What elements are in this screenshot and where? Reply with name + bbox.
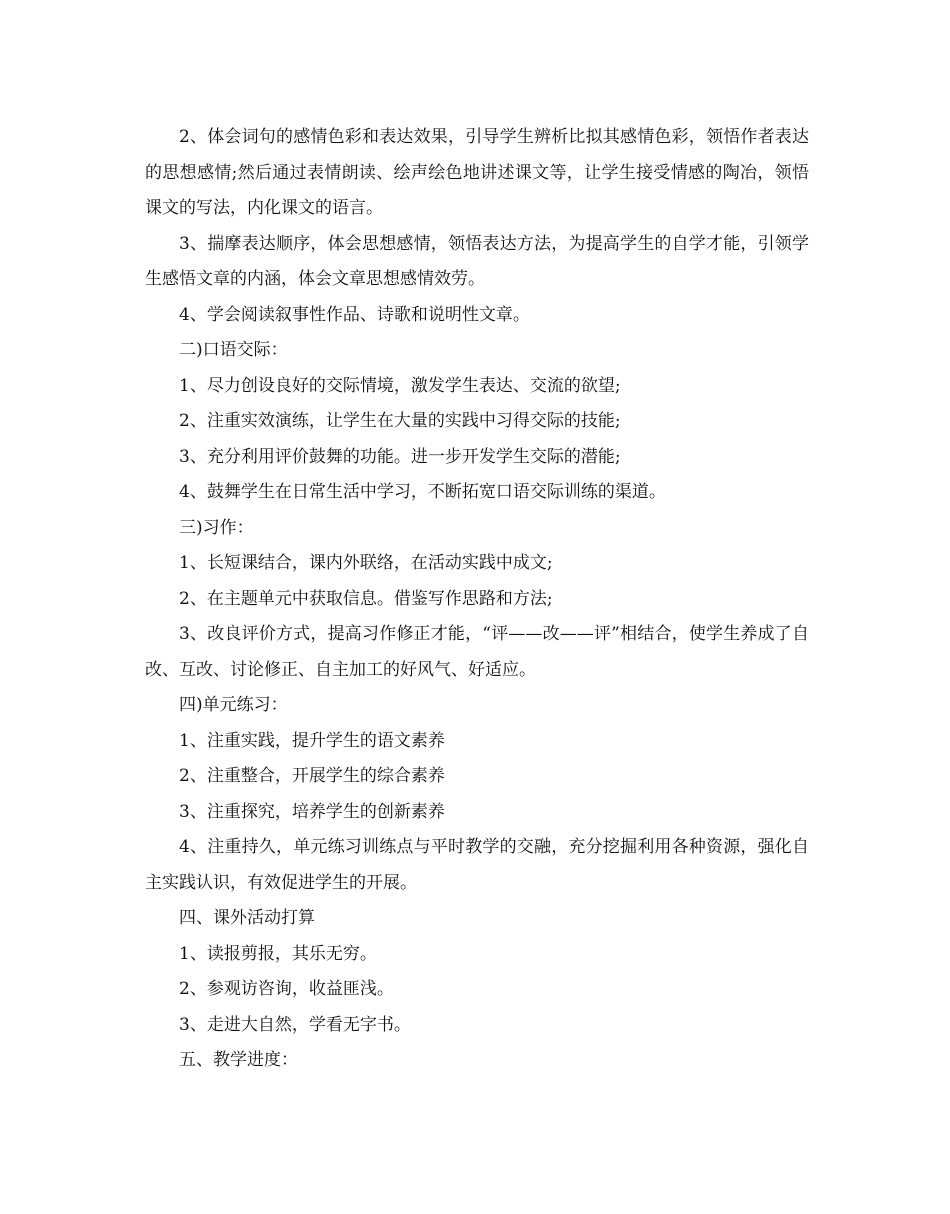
section-heading-extracurricular: 四、课外活动打算	[179, 908, 315, 928]
section-heading-teaching-progress: 五、教学进度：	[179, 1050, 298, 1070]
paragraph-21: 3、走进大自然，学看无字书。	[179, 1014, 411, 1035]
paragraph-7: 3、充分利用评价鼓舞的功能。进一步开发学生交际的潜能;	[179, 446, 621, 467]
paragraph-2: 3、揣摩表达顺序，体会思想感情，领悟表达方法，为提高学生的自学才能，引领学生感悟文章的内涵，体会文章思想感情效劳。	[145, 233, 809, 289]
paragraph-20: 2、参观访咨询，收益匪浅。	[179, 979, 394, 999]
paragraph-11: 2、在主题单元中获取信息。借鉴写作思路和方法;	[179, 588, 553, 609]
paragraph-6: 2、注重实效演练，让学生在大量的实践中习得交际的技能;	[179, 411, 621, 431]
section-heading-writing: 三)习作：	[179, 517, 254, 538]
paragraph-17: 4、注重持久，单元练习训练点与平时教学的交融，充分挖掘利用各种资源，强化自主实践认识，有效促进学生的开展。	[145, 837, 809, 893]
paragraph-8: 4、鼓舞学生在日常生活中学习，不断拓宽口语交际训练的渠道。	[179, 482, 666, 502]
paragraph-12: 3、改良评价方式，提高习作修正才能，“评——改——评”相结合，使学生养成了自改、互改、讨论修正、自主加工的好风气、好适应。	[145, 624, 809, 680]
paragraph-3: 4、学会阅读叙事性作品、诗歌和说明性文章。	[179, 304, 530, 325]
document-body	[145, 120, 809, 1079]
paragraph-19: 1、读报剪报，其乐无穷。	[179, 943, 377, 964]
paragraph-16: 3、注重探究，培养学生的创新素养	[179, 801, 445, 822]
paragraph-14: 1、注重实践，提升学生的语文素养	[179, 730, 445, 751]
section-heading-unit-exercises: 四)单元练习：	[179, 695, 288, 715]
paragraph-15: 2、注重整合，开展学生的综合素养	[179, 766, 445, 786]
paragraph-10: 1、长短课结合，课内外联络，在活动实践中成文;	[179, 553, 553, 573]
paragraph-1: 2、体会词句的感情色彩和表达效果，引导学生辨析比拟其感情色彩，领悟作者表达的思想感情;然后通过表情朗读、绘声绘色地讲述课文等，让学生接受情感的陶冶，领悟课文的写法，内化课文的语言。	[145, 127, 809, 218]
section-heading-oral-communication: 二)口语交际：	[179, 340, 288, 360]
paragraph-5: 1、尽力创设良好的交际情境，激发学生表达、交流的欲望;	[179, 375, 621, 396]
